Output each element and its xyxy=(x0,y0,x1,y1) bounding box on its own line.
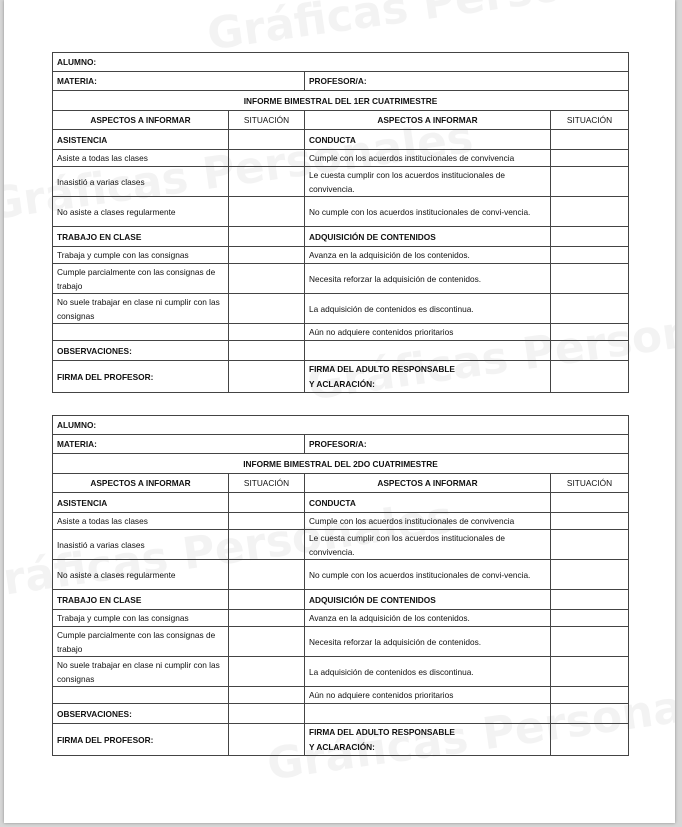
blank-cell[interactable] xyxy=(229,687,305,704)
blank-cell[interactable] xyxy=(551,704,629,724)
blank-cell[interactable] xyxy=(551,687,629,704)
table-row xyxy=(53,435,629,454)
profesor-label: PROFESOR/A: xyxy=(305,72,629,91)
blank-cell[interactable] xyxy=(229,724,305,756)
table-row xyxy=(53,264,629,294)
asistencia-item: Asiste a todas las clases xyxy=(53,513,229,530)
blank-cell[interactable] xyxy=(551,264,629,294)
firma-adulto-line-2: Y ACLARACIÓN: xyxy=(309,741,375,752)
blank-cell[interactable] xyxy=(551,247,629,264)
profesor-label: PROFESOR/A: xyxy=(305,435,629,454)
adquisicion-item: Necesita reforzar la adquisición de contenidos. xyxy=(305,264,551,294)
adquisicion-item: Avanza en la adquisición de los contenidos. xyxy=(305,247,551,264)
alumno-label: ALUMNO: xyxy=(53,53,629,72)
table-row xyxy=(53,167,629,197)
blank-cell[interactable] xyxy=(229,130,305,150)
blank-cell[interactable] xyxy=(551,361,629,393)
blank-cell[interactable] xyxy=(229,197,305,227)
trabajo-item: Cumple parcialmente con las consignas de trabajo xyxy=(53,627,229,657)
column-header-aspectos: ASPECTOS A INFORMAR xyxy=(53,111,229,130)
table-row xyxy=(53,91,629,111)
adquisicion-item: Aún no adquiere contenidos prioritarios xyxy=(305,324,551,341)
table-row xyxy=(53,130,629,150)
blank-cell[interactable] xyxy=(551,530,629,560)
firma-adulto-label xyxy=(305,724,551,756)
trabajo-item: Trabaja y cumple con las consignas xyxy=(53,247,229,264)
section-conducta: CONDUCTA xyxy=(305,493,551,513)
blank-cell[interactable] xyxy=(229,627,305,657)
table-row xyxy=(53,247,629,264)
firma-profesor-label: FIRMA DEL PROFESOR: xyxy=(53,361,229,393)
table-row xyxy=(53,513,629,530)
table-row xyxy=(53,627,629,657)
blank-cell[interactable] xyxy=(551,657,629,687)
conducta-item: No cumple con los acuerdos institucionales de convi-vencia. xyxy=(305,560,551,590)
table-row xyxy=(53,704,629,724)
section-asistencia: ASISTENCIA xyxy=(53,493,229,513)
section-trabajo: TRABAJO EN CLASE xyxy=(53,227,229,247)
blank-cell[interactable] xyxy=(53,324,229,341)
table-row xyxy=(53,72,629,91)
column-header-situacion: SITUACIÓN xyxy=(551,111,629,130)
conducta-item: Le cuesta cumplir con los acuerdos institucionales de convivencia. xyxy=(305,167,551,197)
table-row xyxy=(53,294,629,324)
firma-adulto-line-1: FIRMA DEL ADULTO RESPONSABLE xyxy=(309,726,455,737)
blank-cell[interactable] xyxy=(305,704,551,724)
trabajo-item: No suele trabajar en clase ni cumplir con las consignas xyxy=(53,294,229,324)
blank-cell[interactable] xyxy=(229,610,305,627)
table-row xyxy=(53,454,629,474)
blank-cell[interactable] xyxy=(551,167,629,197)
table-row xyxy=(53,111,629,130)
table-row xyxy=(53,493,629,513)
blank-cell[interactable] xyxy=(229,361,305,393)
blank-cell[interactable] xyxy=(229,247,305,264)
section-conducta: CONDUCTA xyxy=(305,130,551,150)
observaciones-label: OBSERVACIONES: xyxy=(53,704,229,724)
blank-cell[interactable] xyxy=(229,341,305,361)
blank-cell[interactable] xyxy=(551,590,629,610)
table-row xyxy=(53,530,629,560)
blank-cell[interactable] xyxy=(551,150,629,167)
observaciones-label: OBSERVACIONES: xyxy=(53,341,229,361)
table-row xyxy=(53,610,629,627)
column-header-situacion: SITUACIÓN xyxy=(229,111,305,130)
blank-cell[interactable] xyxy=(551,724,629,756)
blank-cell[interactable] xyxy=(229,493,305,513)
asistencia-item: No asiste a clases regularmente xyxy=(53,560,229,590)
blank-cell[interactable] xyxy=(551,324,629,341)
asistencia-item: No asiste a clases regularmente xyxy=(53,197,229,227)
asistencia-item: Asiste a todas las clases xyxy=(53,150,229,167)
table-row xyxy=(53,657,629,687)
table-row xyxy=(53,341,629,361)
blank-cell[interactable] xyxy=(229,264,305,294)
column-header-situacion: SITUACIÓN xyxy=(551,474,629,493)
blank-cell[interactable] xyxy=(551,493,629,513)
blank-cell[interactable] xyxy=(229,560,305,590)
blank-cell[interactable] xyxy=(53,687,229,704)
table-row xyxy=(53,724,629,756)
table-row xyxy=(53,687,629,704)
table-row xyxy=(53,361,629,393)
report-form-1 xyxy=(52,52,629,393)
table-row xyxy=(53,590,629,610)
blank-cell[interactable] xyxy=(305,341,551,361)
blank-cell[interactable] xyxy=(551,627,629,657)
firma-profesor-label: FIRMA DEL PROFESOR: xyxy=(53,724,229,756)
blank-cell[interactable] xyxy=(551,227,629,247)
column-header-aspectos: ASPECTOS A INFORMAR xyxy=(53,474,229,493)
asistencia-item: Inasistió a varias clases xyxy=(53,167,229,197)
table-row xyxy=(53,197,629,227)
column-header-situacion: SITUACIÓN xyxy=(229,474,305,493)
blank-cell[interactable] xyxy=(229,167,305,197)
adquisicion-item: Aún no adquiere contenidos prioritarios xyxy=(305,687,551,704)
report-title: INFORME BIMESTRAL DEL 1ER CUATRIMESTRE xyxy=(53,91,629,111)
firma-adulto-line-1: FIRMA DEL ADULTO RESPONSABLE xyxy=(309,363,455,374)
table-row xyxy=(53,227,629,247)
blank-cell[interactable] xyxy=(551,294,629,324)
materia-label: MATERIA: xyxy=(53,435,305,454)
conducta-item: Cumple con los acuerdos institucionales de convivencia xyxy=(305,150,551,167)
adquisicion-item: La adquisición de contenidos es discontinua. xyxy=(305,294,551,324)
firma-adulto-label xyxy=(305,361,551,393)
report-form-2 xyxy=(52,415,629,756)
blank-cell[interactable] xyxy=(229,657,305,687)
table-row xyxy=(53,474,629,493)
trabajo-item: No suele trabajar en clase ni cumplir con las consignas xyxy=(53,657,229,687)
adquisicion-item: La adquisición de contenidos es discontinua. xyxy=(305,657,551,687)
blank-cell[interactable] xyxy=(551,560,629,590)
section-asistencia: ASISTENCIA xyxy=(53,130,229,150)
trabajo-item: Trabaja y cumple con las consignas xyxy=(53,610,229,627)
blank-cell[interactable] xyxy=(229,513,305,530)
table-row xyxy=(53,560,629,590)
blank-cell[interactable] xyxy=(551,197,629,227)
conducta-item: No cumple con los acuerdos institucionales de convi-vencia. xyxy=(305,197,551,227)
table-row xyxy=(53,416,629,435)
table-row xyxy=(53,53,629,72)
blank-cell[interactable] xyxy=(229,294,305,324)
asistencia-item: Inasistió a varias clases xyxy=(53,530,229,560)
blank-cell[interactable] xyxy=(551,341,629,361)
blank-cell[interactable] xyxy=(551,610,629,627)
materia-label: MATERIA: xyxy=(53,72,305,91)
document-page xyxy=(4,0,675,823)
section-adquisicion: ADQUISICIÓN DE CONTENIDOS xyxy=(305,590,551,610)
blank-cell[interactable] xyxy=(229,324,305,341)
column-header-aspectos: ASPECTOS A INFORMAR xyxy=(305,474,551,493)
section-trabajo: TRABAJO EN CLASE xyxy=(53,590,229,610)
table-row xyxy=(53,324,629,341)
section-adquisicion: ADQUISICIÓN DE CONTENIDOS xyxy=(305,227,551,247)
blank-cell[interactable] xyxy=(229,150,305,167)
blank-cell[interactable] xyxy=(229,227,305,247)
table-row xyxy=(53,150,629,167)
blank-cell[interactable] xyxy=(229,530,305,560)
adquisicion-item: Avanza en la adquisición de los contenidos. xyxy=(305,610,551,627)
firma-adulto-line-2: Y ACLARACIÓN: xyxy=(309,378,375,389)
adquisicion-item: Necesita reforzar la adquisición de contenidos. xyxy=(305,627,551,657)
report-title: INFORME BIMESTRAL DEL 2DO CUATRIMESTRE xyxy=(53,454,629,474)
blank-cell[interactable] xyxy=(551,513,629,530)
conducta-item: Cumple con los acuerdos institucionales de convivencia xyxy=(305,513,551,530)
column-header-aspectos: ASPECTOS A INFORMAR xyxy=(305,111,551,130)
blank-cell[interactable] xyxy=(551,130,629,150)
trabajo-item: Cumple parcialmente con las consignas de trabajo xyxy=(53,264,229,294)
blank-cell[interactable] xyxy=(229,704,305,724)
blank-cell[interactable] xyxy=(229,590,305,610)
alumno-label: ALUMNO: xyxy=(53,416,629,435)
conducta-item: Le cuesta cumplir con los acuerdos institucionales de convivencia. xyxy=(305,530,551,560)
